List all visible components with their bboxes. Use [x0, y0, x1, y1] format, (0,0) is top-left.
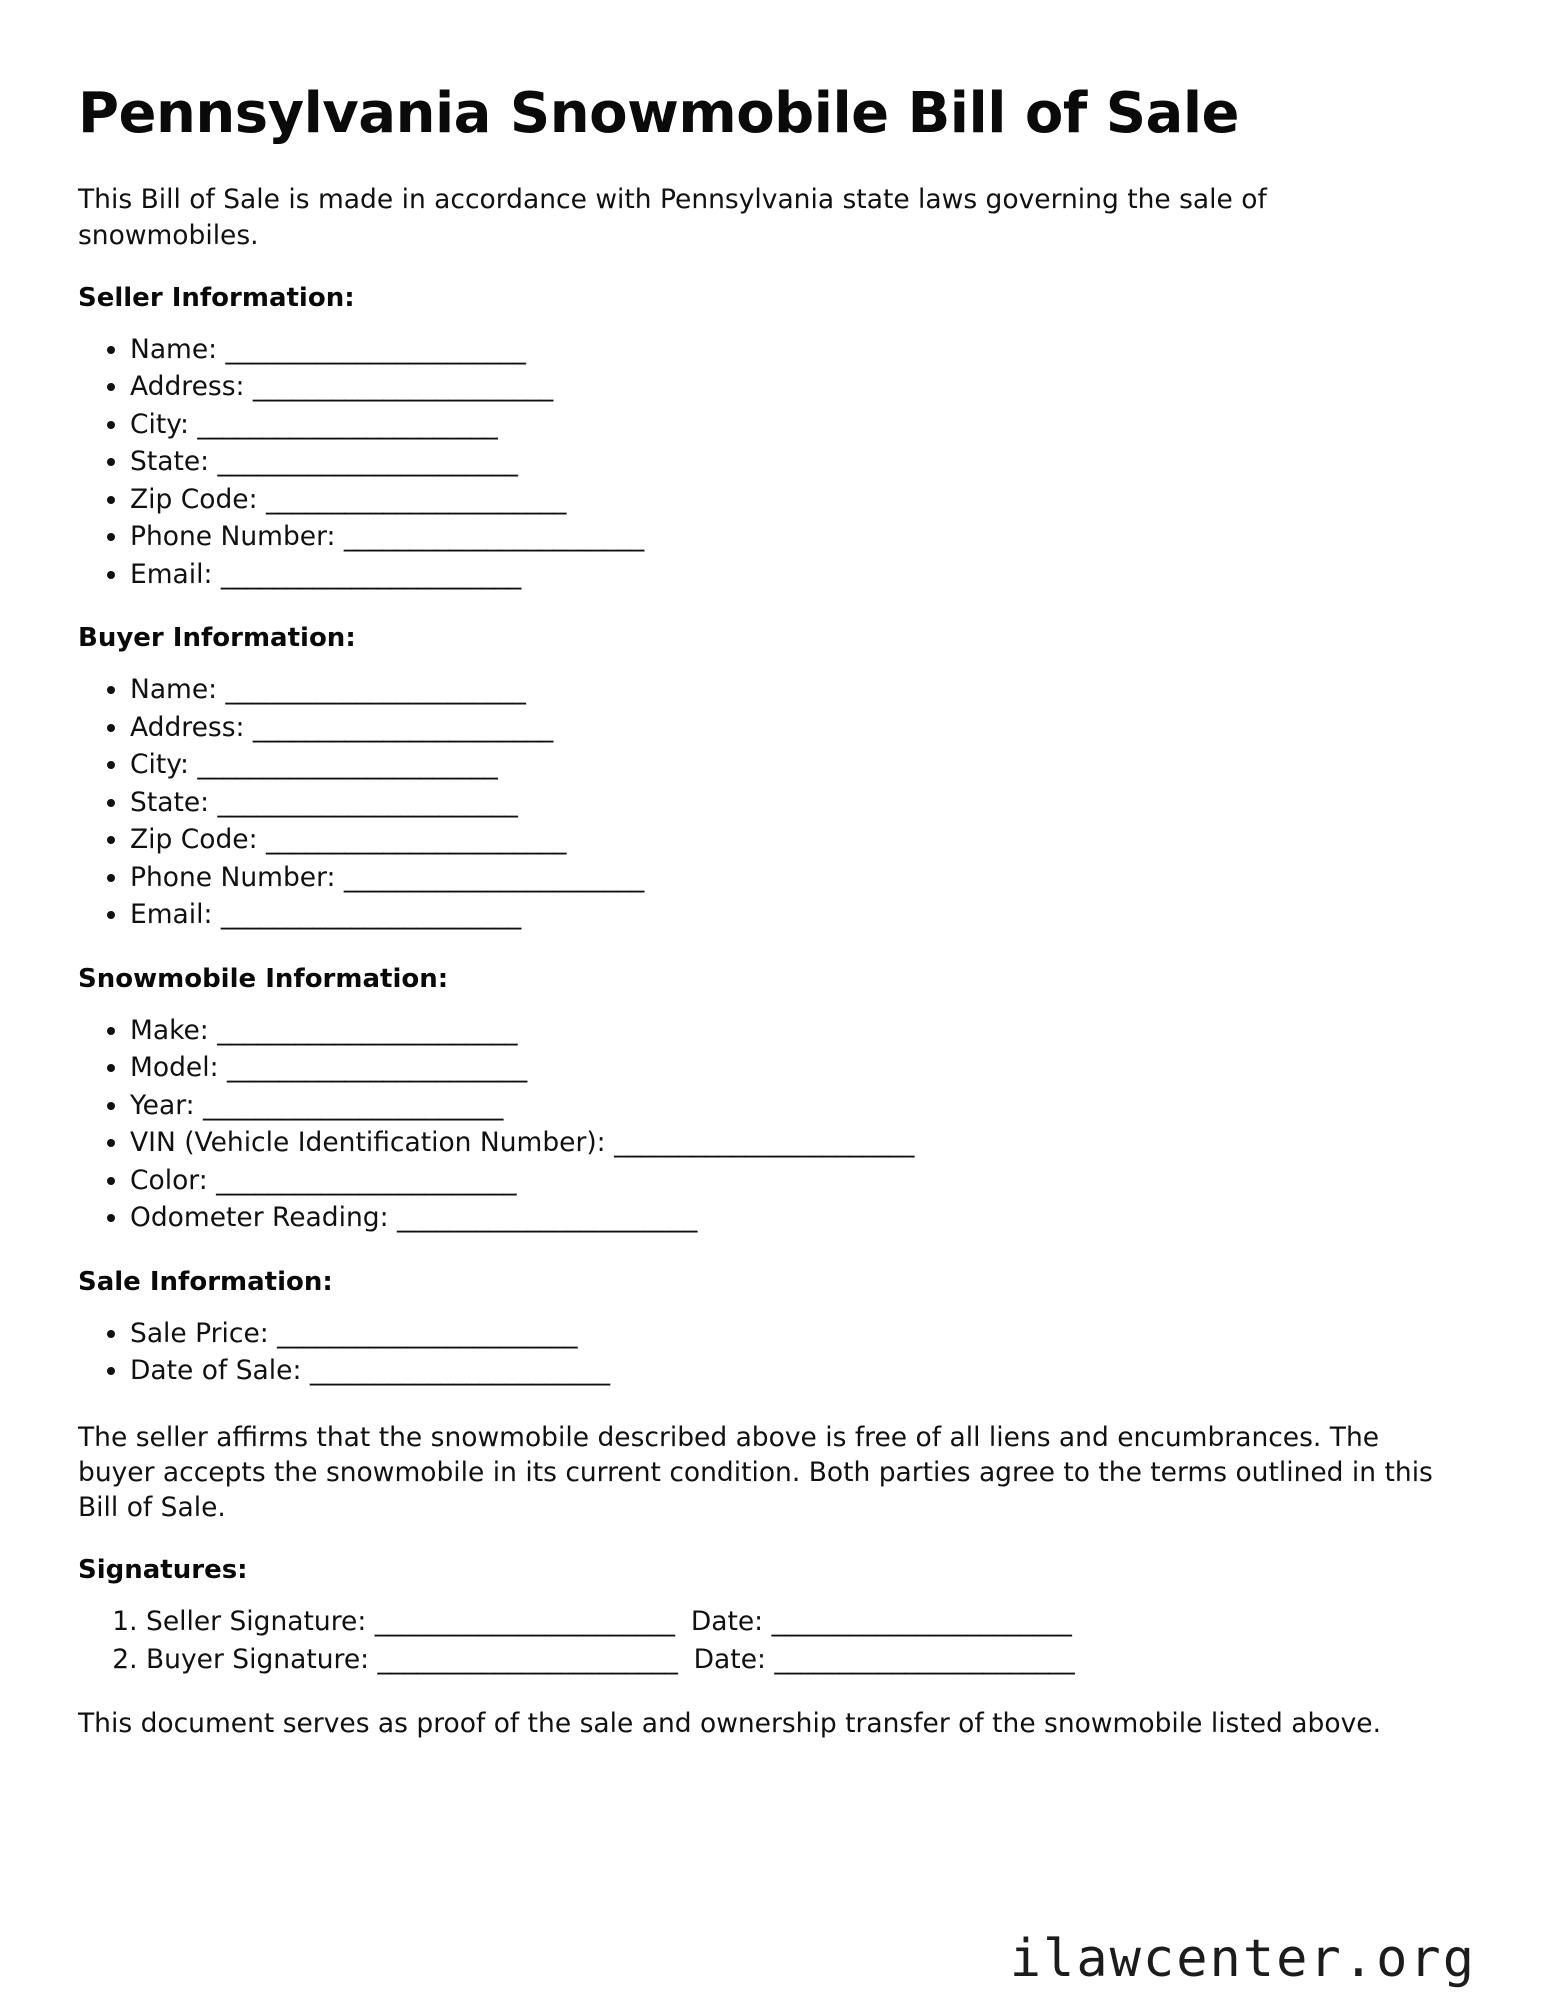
- field-blank-line[interactable]: _______________________: [265, 824, 567, 856]
- field-blank-line[interactable]: _______________________: [277, 1317, 578, 1349]
- list-item: [130, 1199, 1476, 1236]
- list-item: [130, 518, 1476, 555]
- snowmobile-information-heading: Snowmobile Information:: [78, 963, 449, 994]
- list-item: [130, 709, 1476, 746]
- signature-label: Buyer Signature:: [146, 1643, 370, 1675]
- list-item: [130, 1012, 1476, 1049]
- field-label: Phone Number:: [130, 521, 336, 553]
- field-blank-line[interactable]: _______________________: [197, 408, 498, 440]
- field-blank-line[interactable]: _______________________: [216, 1164, 517, 1196]
- list-item: [130, 368, 1476, 405]
- buyer-fields-list: [78, 671, 1476, 933]
- field-blank-line[interactable]: _______________________: [309, 1355, 610, 1387]
- list-item: [130, 1352, 1476, 1389]
- date-blank-line[interactable]: _______________________: [774, 1643, 1075, 1675]
- list-item: [130, 406, 1476, 443]
- field-label: City:: [130, 408, 189, 440]
- field-label: Email:: [130, 899, 213, 931]
- list-item: [146, 1641, 1476, 1678]
- site-watermark: ilawcenter.org: [1009, 1929, 1476, 1989]
- field-label: Name:: [130, 674, 218, 706]
- signature-label: Seller Signature:: [146, 1606, 367, 1638]
- list-item: [130, 556, 1476, 593]
- field-label: City:: [130, 749, 189, 781]
- field-blank-line[interactable]: _______________________: [396, 1202, 698, 1234]
- signatures-list: [78, 1603, 1476, 1678]
- field-blank-line[interactable]: _______________________: [343, 861, 645, 893]
- list-item: [130, 1315, 1476, 1352]
- list-item: [130, 481, 1476, 518]
- list-item: [130, 1162, 1476, 1199]
- field-label: Date of Sale:: [130, 1355, 302, 1387]
- field-blank-line[interactable]: _______________________: [252, 711, 554, 743]
- sale-information-heading: Sale Information:: [78, 1266, 333, 1297]
- closing-paragraph: This document serves as proof of the sale and ownership transfer of the snowmobile listed above.: [78, 1708, 1381, 1740]
- list-item: [130, 1124, 1476, 1161]
- field-label: Address:: [130, 711, 245, 743]
- field-blank-line[interactable]: _______________________: [217, 1014, 518, 1046]
- field-label: Odometer Reading:: [130, 1202, 389, 1234]
- date-label: Date:: [690, 1606, 764, 1638]
- field-label: Address:: [130, 371, 245, 403]
- field-blank-line[interactable]: _______________________: [217, 786, 518, 818]
- list-item: [146, 1603, 1476, 1640]
- list-item: [130, 859, 1476, 896]
- snowmobile-fields-list: [78, 1012, 1476, 1237]
- field-blank-line[interactable]: _______________________: [614, 1127, 915, 1159]
- list-item: [130, 896, 1476, 933]
- field-blank-line[interactable]: _______________________: [225, 333, 526, 365]
- field-blank-line[interactable]: _______________________: [265, 483, 567, 515]
- intro-paragraph: This Bill of Sale is made in accordance with Pennsylvania state laws governing the sale of snowmobiles.: [78, 184, 1267, 251]
- field-blank-line[interactable]: _______________________: [203, 1089, 504, 1121]
- list-item: [130, 331, 1476, 368]
- seller-information-heading: Seller Information:: [78, 282, 355, 313]
- field-blank-line[interactable]: _______________________: [220, 899, 522, 931]
- field-label: Color:: [130, 1164, 208, 1196]
- list-item: [130, 821, 1476, 858]
- list-item: [130, 784, 1476, 821]
- field-label: Model:: [130, 1052, 219, 1084]
- field-blank-line[interactable]: _______________________: [225, 674, 526, 706]
- seller-fields-list: [78, 331, 1476, 593]
- affirmation-paragraph: The seller affirms that the snowmobile described above is free of all liens and encumbrances. The buyer accepts the snowmobile in its current condition. Both parties agree to the terms outlined in this Bill of Sale.: [78, 1421, 1433, 1523]
- field-blank-line[interactable]: _______________________: [220, 558, 522, 590]
- date-blank-line[interactable]: _______________________: [771, 1606, 1072, 1638]
- signature-blank-line[interactable]: _______________________: [374, 1606, 675, 1638]
- field-blank-line[interactable]: _______________________: [343, 521, 645, 553]
- page-title: Pennsylvania Snowmobile Bill of Sale: [78, 81, 1240, 146]
- field-label: Zip Code:: [130, 824, 258, 856]
- field-label: Sale Price:: [130, 1317, 269, 1349]
- list-item: [130, 1049, 1476, 1086]
- sale-fields-list: [78, 1315, 1476, 1390]
- field-label: State:: [130, 786, 210, 818]
- field-label: Zip Code:: [130, 483, 258, 515]
- field-label: State:: [130, 446, 210, 478]
- field-blank-line[interactable]: _______________________: [226, 1052, 528, 1084]
- list-item: [130, 746, 1476, 783]
- list-item: [130, 443, 1476, 480]
- list-item: [130, 1087, 1476, 1124]
- field-blank-line[interactable]: _______________________: [252, 371, 554, 403]
- field-label: VIN (Vehicle Identification Number):: [130, 1127, 606, 1159]
- field-label: Phone Number:: [130, 861, 336, 893]
- field-blank-line[interactable]: _______________________: [217, 446, 518, 478]
- buyer-information-heading: Buyer Information:: [78, 623, 356, 654]
- field-label: Email:: [130, 558, 213, 590]
- signatures-heading: Signatures:: [78, 1555, 248, 1586]
- signature-blank-line[interactable]: _______________________: [377, 1643, 678, 1675]
- list-item: [130, 671, 1476, 708]
- field-label: Year:: [130, 1089, 195, 1121]
- field-blank-line[interactable]: _______________________: [197, 749, 498, 781]
- date-label: Date:: [693, 1643, 766, 1675]
- field-label: Make:: [130, 1014, 209, 1046]
- field-label: Name:: [130, 333, 218, 365]
